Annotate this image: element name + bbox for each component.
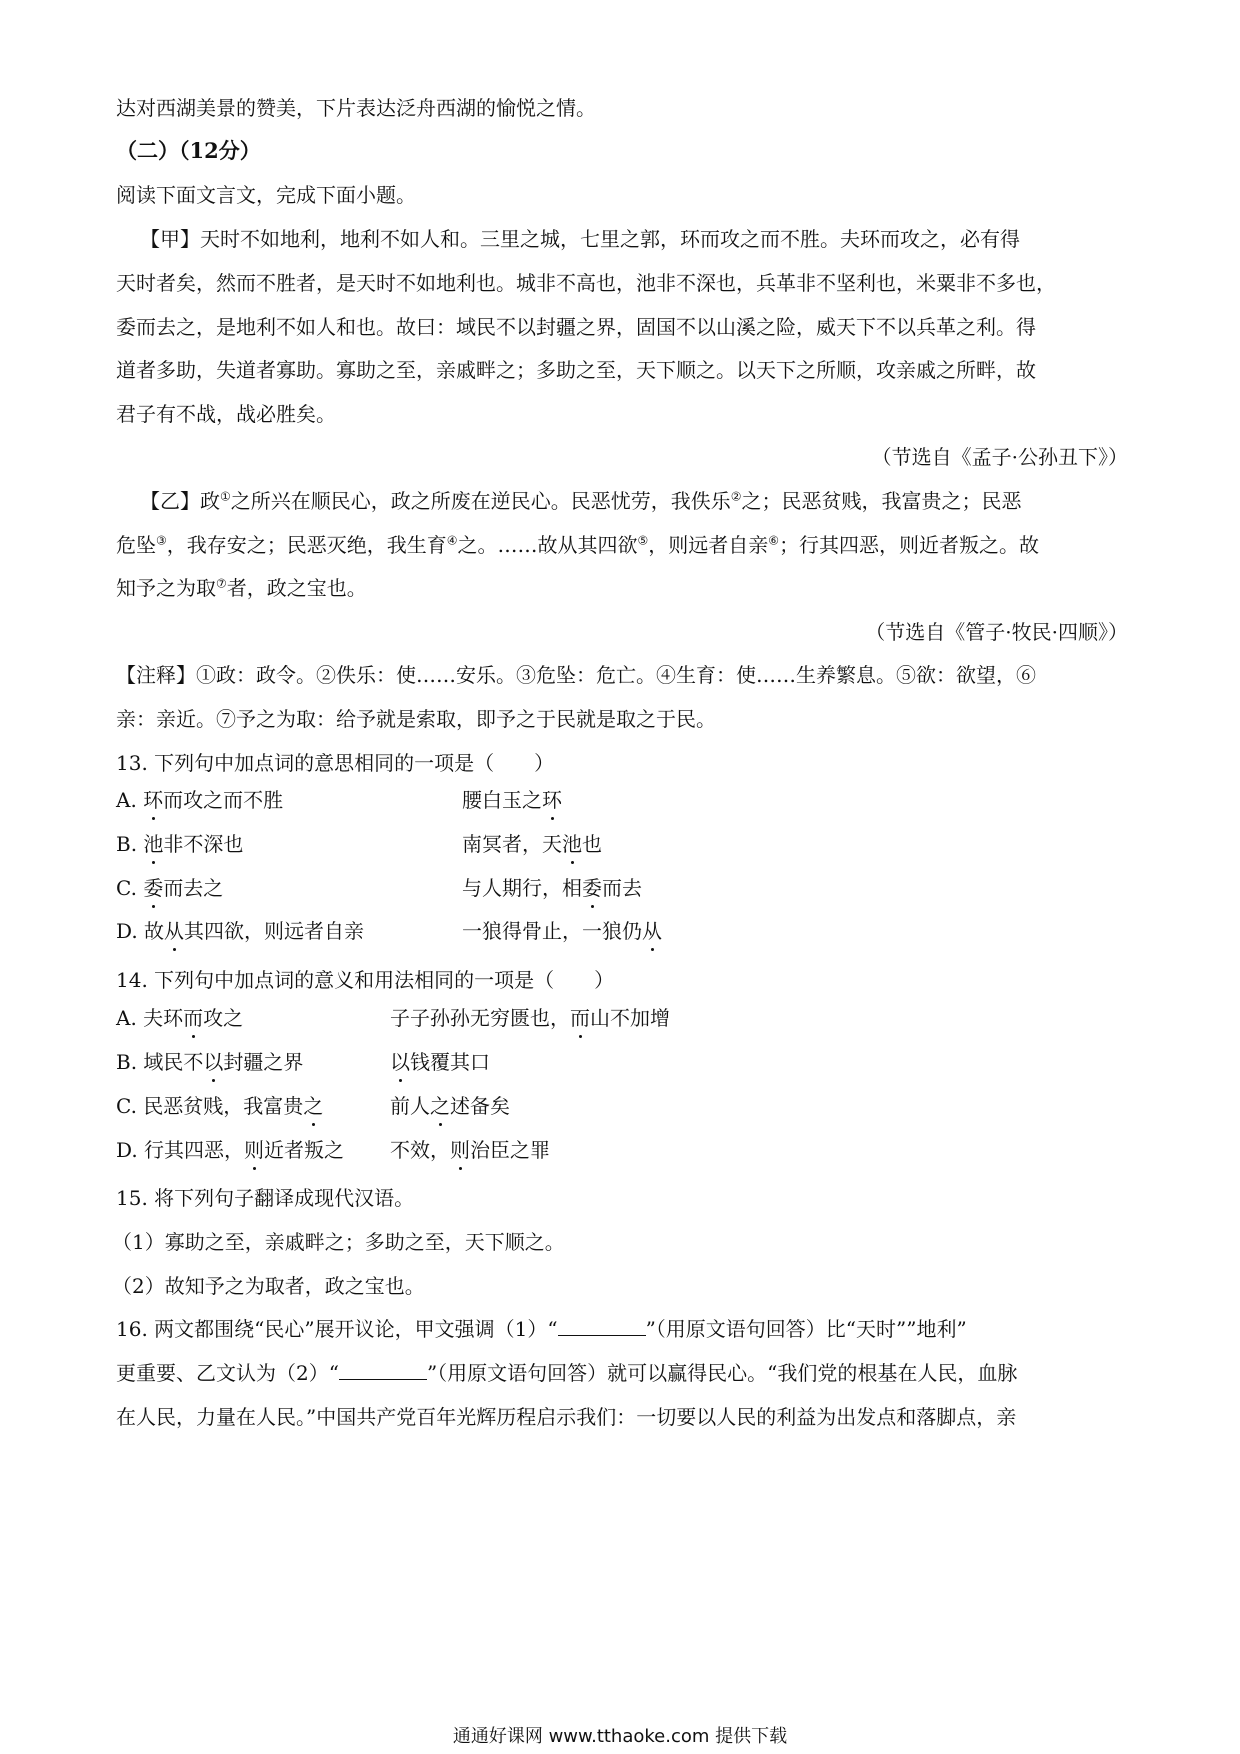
option-a: A. 夫环而攻之: [116, 1006, 244, 1030]
question-15-sentence-1: （1）寡助之至，亲戚畔之；多助之至，天下顺之。: [112, 1230, 565, 1254]
passage-line: 天时者矣，然而不胜者，是天时不如地利也。城非不高也，池非不深也，兵革非不坚利也，米粟非不多也，: [116, 271, 1056, 295]
dotted-word: 委: [143, 876, 164, 900]
question-15-sentence-2: （2）故知予之为取者，政之宝也。: [112, 1274, 425, 1298]
dotted-word: 以: [390, 1050, 410, 1074]
passage-source: （节选自《孟子·公孙丑下》）: [871, 445, 1128, 469]
option-d: D. 行其四恶，则近者叛之: [116, 1138, 345, 1162]
option-a-compare: 子子孙孙无穷匮也，而山不加增: [390, 1006, 670, 1030]
option-c-compare: 前人之述备矣: [390, 1094, 510, 1118]
question-14-stem: 14. 下列句中加点词的意义和用法相同的一项是（ ）: [116, 968, 615, 992]
option-a-compare: 腰白玉之环: [462, 788, 562, 812]
intro-tail-text: 达对西湖美景的赞美，下片表达泛舟西湖的愉悦之情。: [116, 96, 596, 120]
note-marker: ③: [156, 533, 167, 548]
option-d-compare: 一狼得骨止，一狼仍从: [462, 919, 662, 943]
question-13-stem: 13. 下列句中加点词的意思相同的一项是（ ）: [116, 751, 555, 775]
option-b: B. 域民不以封疆之界: [116, 1050, 304, 1074]
dotted-word: 池: [562, 832, 582, 856]
question-16-line: 更重要、乙文认为（2）“ ”（用原文语句回答）就可以赢得民心。“我们党的根基在人民，血脉: [116, 1361, 1018, 1385]
dotted-word: 则: [244, 1138, 265, 1162]
dotted-word: 环: [542, 788, 562, 812]
option-b-compare: 南冥者，天池也: [462, 832, 602, 856]
question-16-line: 16. 两文都围绕“民心”展开议论，甲文强调（1）“ ”（用原文语句回答）比“天时””地利”: [116, 1317, 967, 1341]
dotted-word: 以: [203, 1050, 224, 1074]
option-c-compare: 与人期行，相委而去: [462, 876, 642, 900]
page-footer: 通通好课网 www.tthaoke.com 提供下载: [452, 1726, 788, 1747]
answer-blank-2[interactable]: [339, 1361, 427, 1380]
option-c: C. 委而去之: [116, 876, 224, 900]
passage-line: 君子有不战，战必胜矣。: [116, 402, 336, 426]
note-marker: ⑤: [637, 533, 649, 548]
notes-line: 【注释】①政：政令。②佚乐：使……安乐。③危坠：危亡。④生育：使……生养繁息。⑤欲：欲望，⑥: [116, 663, 1036, 687]
note-marker: ①: [220, 489, 231, 504]
note-marker: ⑥: [768, 533, 780, 548]
instruction-text: 阅读下面文言文，完成下面小题。: [116, 183, 416, 207]
passage-line: 【甲】天时不如地利，地利不如人和。三里之城，七里之郭，环而攻之而不胜。夫环而攻之，必有得: [140, 227, 1020, 251]
passage-line: 危坠③，我存安之；民恶灭绝，我生育④之。……故从其四欲⑤，则远者自亲⑥；行其四恶，则近者叛之。故: [116, 533, 1040, 557]
passage-source: （节选自《管子·牧民·四顺》）: [865, 620, 1128, 644]
dotted-word: 从: [164, 919, 185, 943]
passage-line: 【乙】政①之所兴在顺民心，政之所废在逆民心。民恶忧劳，我佚乐②之；民恶贫贱，我富贵之；民恶: [140, 489, 1022, 513]
option-c: C. 民恶贫贱，我富贵之: [116, 1094, 324, 1118]
dotted-word: 委: [582, 876, 602, 900]
question-15-stem: 15. 将下列句子翻译成现代汉语。: [116, 1186, 415, 1210]
dotted-word: 则: [450, 1138, 470, 1162]
section-heading: （二）（12分）: [116, 138, 261, 163]
note-marker: ②: [730, 489, 742, 504]
option-d: D. 故从其四欲，则远者自亲: [116, 919, 365, 943]
option-d-compare: 不效，则治臣之罪: [390, 1138, 550, 1162]
passage-line: 道者多助，失道者寡助。寡助之至，亲戚畔之；多助之至，天下顺之。以天下之所顺，攻亲戚之所畔，故: [116, 358, 1036, 382]
notes-line: 亲：亲近。⑦予之为取：给予就是索取，即予之于民就是取之于民。: [116, 707, 716, 731]
dotted-word: 而: [183, 1006, 204, 1030]
dotted-word: 而: [570, 1006, 590, 1030]
option-a: A. 环而攻之而不胜: [116, 788, 284, 812]
note-marker: ④: [446, 533, 458, 548]
dotted-word: 从: [642, 919, 662, 943]
dotted-word: 池: [143, 832, 164, 856]
note-marker: ⑦: [216, 576, 227, 591]
dotted-word: 之: [303, 1094, 324, 1118]
dotted-word: 之: [430, 1094, 450, 1118]
dotted-word: 环: [143, 788, 164, 812]
option-b-compare: 以钱覆其口: [390, 1050, 490, 1074]
answer-blank-1[interactable]: [558, 1317, 646, 1336]
question-16-line: 在人民，力量在人民。”中国共产党百年光辉历程启示我们：一切要以人民的利益为出发点和落脚点，亲: [116, 1405, 1017, 1429]
passage-line: 委而去之，是地利不如人和也。故曰：域民不以封疆之界，固国不以山溪之险，威天下不以兵革之利。得: [116, 315, 1036, 339]
option-b: B. 池非不深也: [116, 832, 244, 856]
passage-line: 知予之为取⑦者，政之宝也。: [116, 576, 367, 600]
